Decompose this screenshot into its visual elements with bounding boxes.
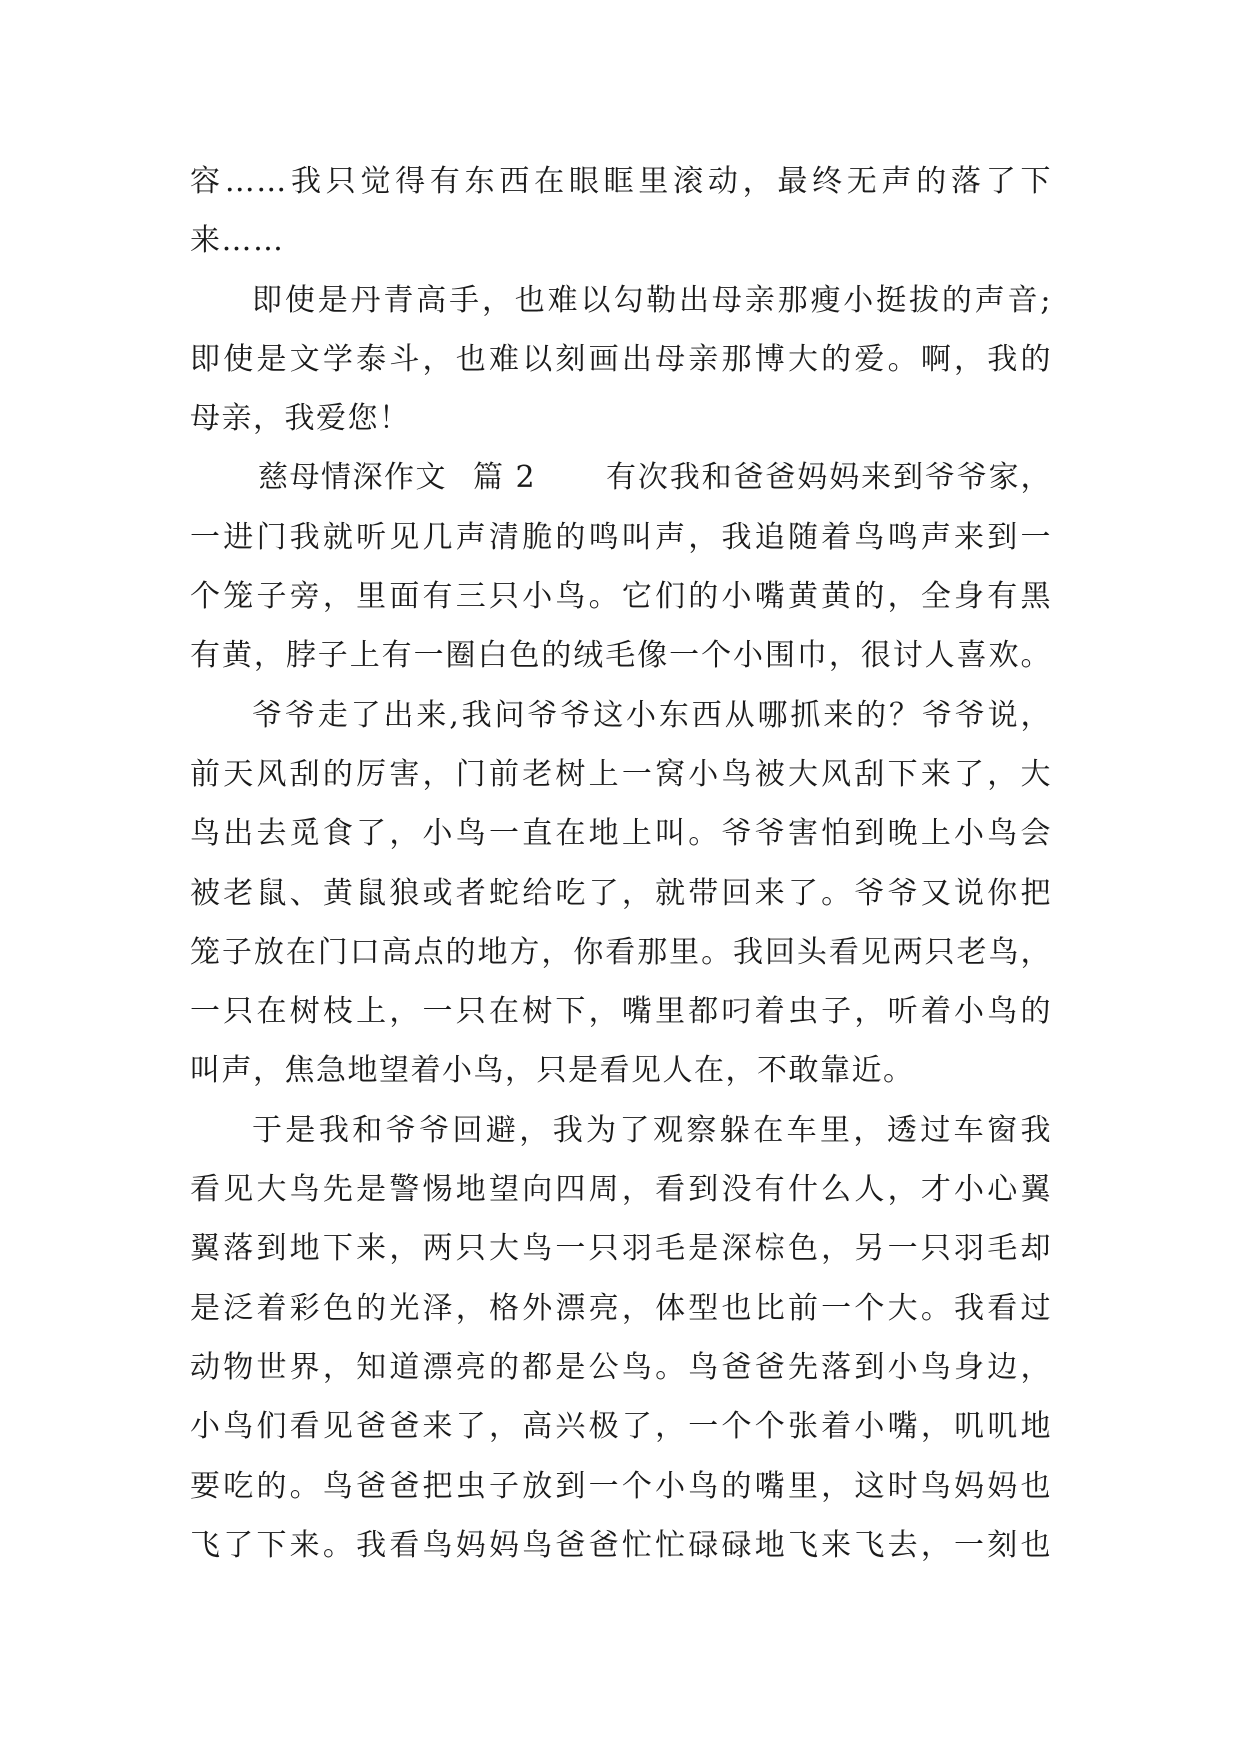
paragraph-2: [190, 271, 1052, 449]
text-line: 叫声，焦急地望着小鸟，只是看见人在，不敢靠近。: [190, 1053, 915, 1089]
paragraph-1: [190, 152, 1052, 271]
text-line: 看见大鸟先是警惕地望向四周，看到没有什么人，才小心翼: [190, 1172, 1052, 1208]
text-line: 被老鼠、黄鼠狼或者蛇给吃了，就带回来了。爷爷又说你把: [190, 875, 1052, 911]
text-line: 笼子放在门口高点的地方，你看那里。我回头看见两只老鸟，: [190, 934, 1052, 970]
text-line: 要吃的。鸟爸爸把虫子放到一个小鸟的嘴里，这时鸟妈妈也: [190, 1468, 1052, 1504]
text-line: 于是我和爷爷回避，我为了观察躲在车里，透过车窗我: [252, 1112, 1052, 1148]
text-line: 一进门我就听见几声清脆的鸣叫声，我追随着鸟鸣声来到一: [190, 519, 1052, 555]
text-line: 个笼子旁，里面有三只小鸟。它们的小嘴黄黄的，全身有黑: [190, 579, 1052, 615]
section-heading-line: [190, 448, 1052, 507]
text-line: 飞了下来。我看鸟妈妈鸟爸爸忙忙碌碌地飞来飞去，一刻也: [190, 1527, 1052, 1563]
text-line: 动物世界，知道漂亮的都是公鸟。鸟爸爸先落到小鸟身边，: [190, 1349, 1052, 1385]
text-line: 小鸟们看见爸爸来了，高兴极了，一个个张着小嘴，叽叽地: [190, 1409, 1052, 1445]
text-line: 即使是丹青高手，也难以勾勒出母亲那瘦小挺拔的声音;: [252, 282, 1052, 318]
text-line: 母亲，我爱您！: [190, 401, 411, 437]
text-line: 即使是文学泰斗，也难以刻画出母亲那博大的爱。啊，我的: [190, 341, 1052, 377]
text-line: 一只在树枝上，一只在树下，嘴里都叼着虫子，听着小鸟的: [190, 994, 1052, 1030]
text-line: 来……: [190, 223, 285, 259]
text-line: 前天风刮的厉害，门前老树上一窝小鸟被大风刮下来了，大: [190, 756, 1052, 792]
section-label: 篇 2: [473, 460, 537, 496]
paragraph-5: [190, 1101, 1052, 1575]
text-line: 翼落到地下来，两只大鸟一只羽毛是深棕色，另一只羽毛却: [190, 1231, 1052, 1267]
text-line: 爷爷走了出来,我问爷爷这小东西从哪抓来的？爷爷说，: [252, 697, 1052, 733]
paragraph-3: [190, 448, 1052, 685]
text-line: 有次我和爸爸妈妈来到爷爷家，: [606, 460, 1052, 496]
body-text: [190, 152, 1052, 1575]
text-line: 鸟出去觅食了，小鸟一直在地上叫。爷爷害怕到晚上小鸟会: [190, 816, 1052, 852]
paragraph-4: [190, 686, 1052, 1101]
text-line: 是泛着彩色的光泽，格外漂亮，体型也比前一个大。我看过: [190, 1290, 1052, 1326]
section-title: 慈母情深作文: [258, 460, 447, 496]
text-line: 有黄，脖子上有一圈白色的绒毛像一个小围巾，很讨人喜欢。: [190, 638, 1052, 674]
text-line: 容……我只觉得有东西在眼眶里滚动，最终无声的落了下: [190, 164, 1052, 199]
